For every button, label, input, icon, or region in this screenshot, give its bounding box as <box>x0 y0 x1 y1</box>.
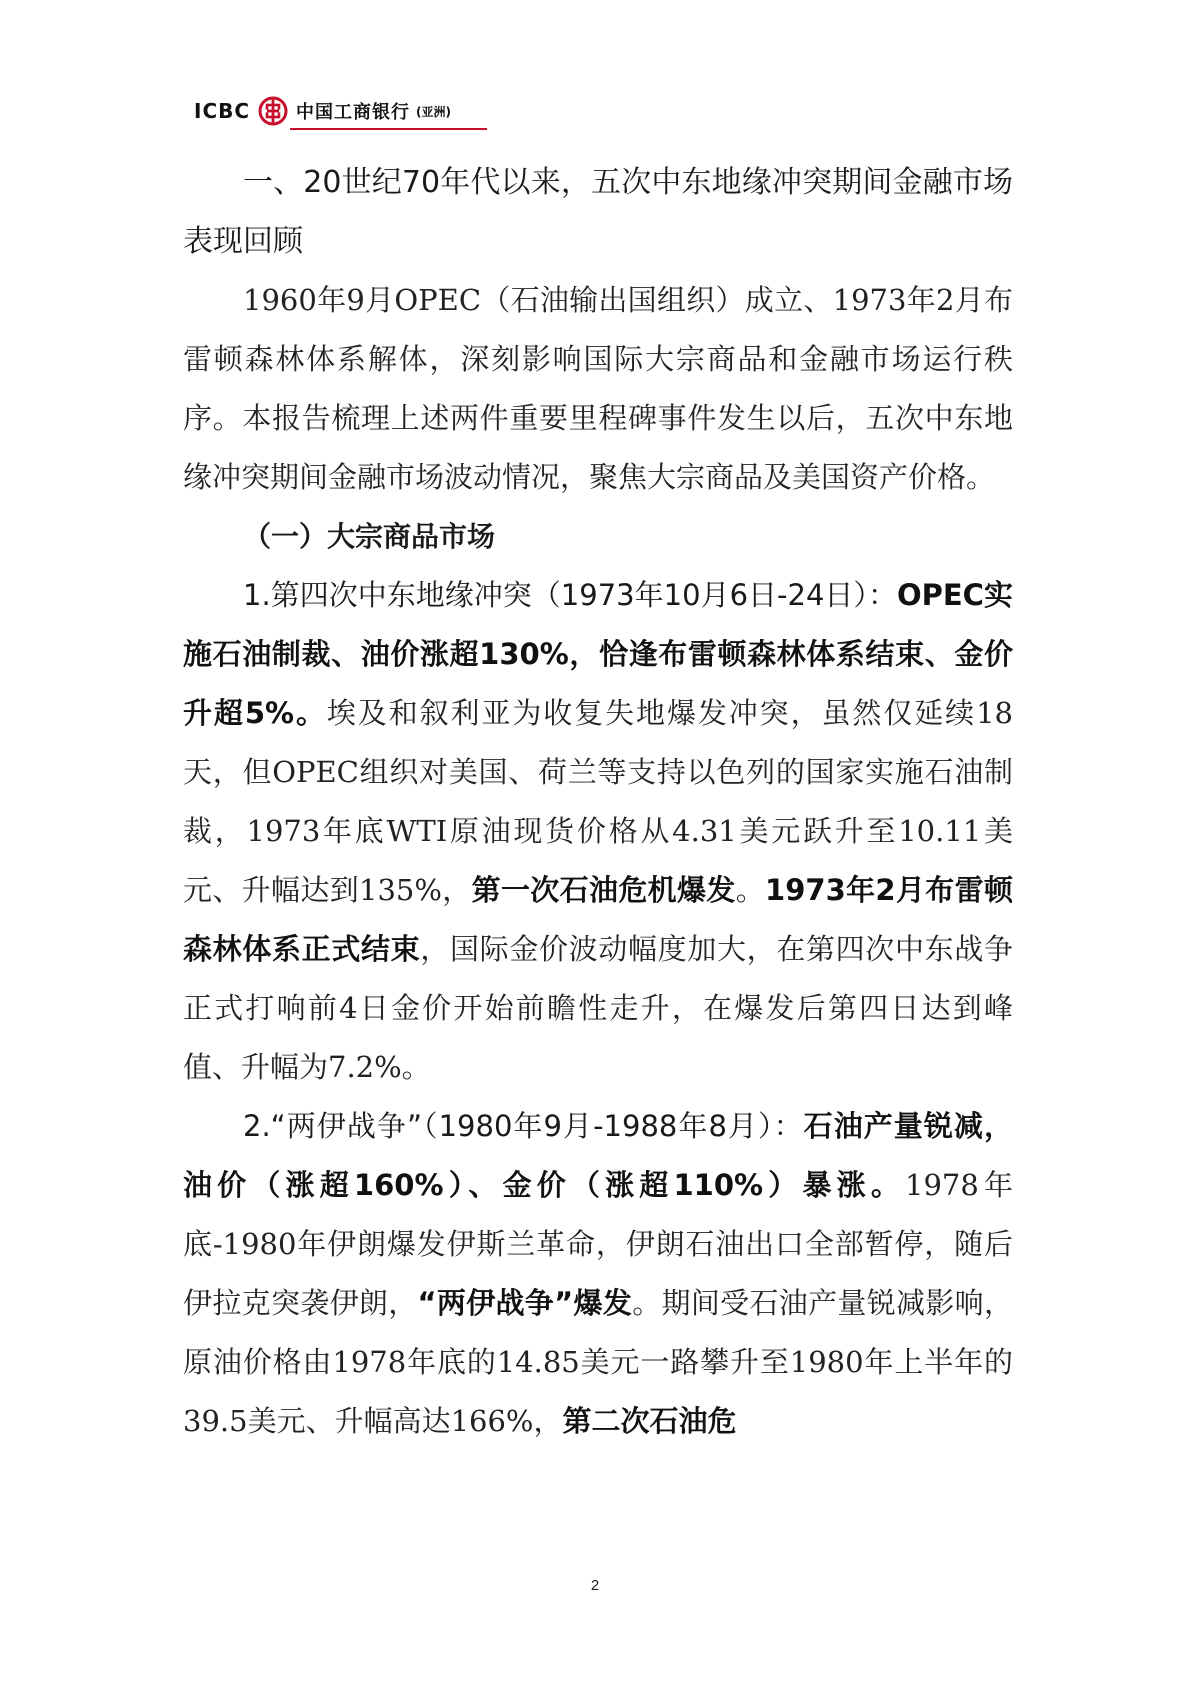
document-body <box>183 153 1013 1451</box>
subsection-title: （一）大宗商品市场 <box>243 520 496 553</box>
brand-cn-text: 中国工商银行 <box>296 102 411 123</box>
item-1-text-c: 。 <box>735 873 766 907</box>
item-2-text-a: 1978年底-1980年伊朗爆发伊斯兰革命，伊朗石油出口全部暂停，随后伊拉克突袭伊朗， <box>183 1168 1013 1320</box>
item-1-text-a: 埃及和叙利亚为收复失地爆发冲突，虽然仅延续18天，但OPEC组织对美国、荷兰等支持以色列的国家实施石油制裁，1973年底WTI原油现货价格从4.31美元跃升至10.11美元、升幅达到135%， <box>183 696 1013 907</box>
item-2-text-c: 。期间受石油产量锐减影响，原油价格由1978年底的14.85美元一路攀升至1980年上半年的39.5美元、升幅高达166%， <box>183 1286 1013 1438</box>
item-1-heading: 1.第四次中东地缘冲突（1973年10月6日-24日）： <box>243 578 897 612</box>
paragraph-item-1 <box>183 566 1013 1097</box>
brand-region-text: (亚洲) <box>416 104 452 119</box>
item-2-heading: 2.“两伊战争”（1980年9月-1988年8月）： <box>243 1109 804 1143</box>
brand-icbc-text: ICBC <box>194 99 251 123</box>
item-1-bold-d: 1973年2月布雷顿森林体系正式结束 <box>183 873 1013 966</box>
item-1-summary: OPEC实施石油制裁、油价涨超130%，恰逢布雷顿森林体系结束、金价升超5%。 <box>183 578 1013 730</box>
icbc-logo-icon <box>258 96 288 126</box>
item-1-bold-b: 第一次石油危机爆发 <box>471 873 736 907</box>
item-2-bold-d: 第二次石油危 <box>562 1404 737 1438</box>
intro-paragraph: 1960年9月OPEC（石油输出国组织）成立、1973年2月布雷顿森林体系解体，深刻影响国际大宗商品和金融市场运行秩序。本报告梳理上述两件重要里程碑事件发生以后，五次中东地缘冲突期间金融市场波动情况，聚焦大宗商品及美国资产价格。 <box>183 283 1013 494</box>
item-2-bold-b: “两伊战争”爆发 <box>417 1286 633 1320</box>
header-divider <box>290 128 487 130</box>
section-title: 一、20世纪70年代以来，五次中东地缘冲突期间金融市场表现回顾 <box>183 165 1013 259</box>
paragraph-item-2 <box>183 1097 1013 1451</box>
item-1-text-e: ，国际金价波动幅度加大，在第四次中东战争正式打响前4日金价开始前瞻性走升，在爆发后第四日达到峰值、升幅为7.2%。 <box>183 932 1013 1084</box>
page-header <box>194 96 451 126</box>
item-2-summary: 石油产量锐减，油价（涨超160%）、金价（涨超110%）暴涨。 <box>183 1109 1013 1202</box>
page-number: 2 <box>590 1577 600 1594</box>
